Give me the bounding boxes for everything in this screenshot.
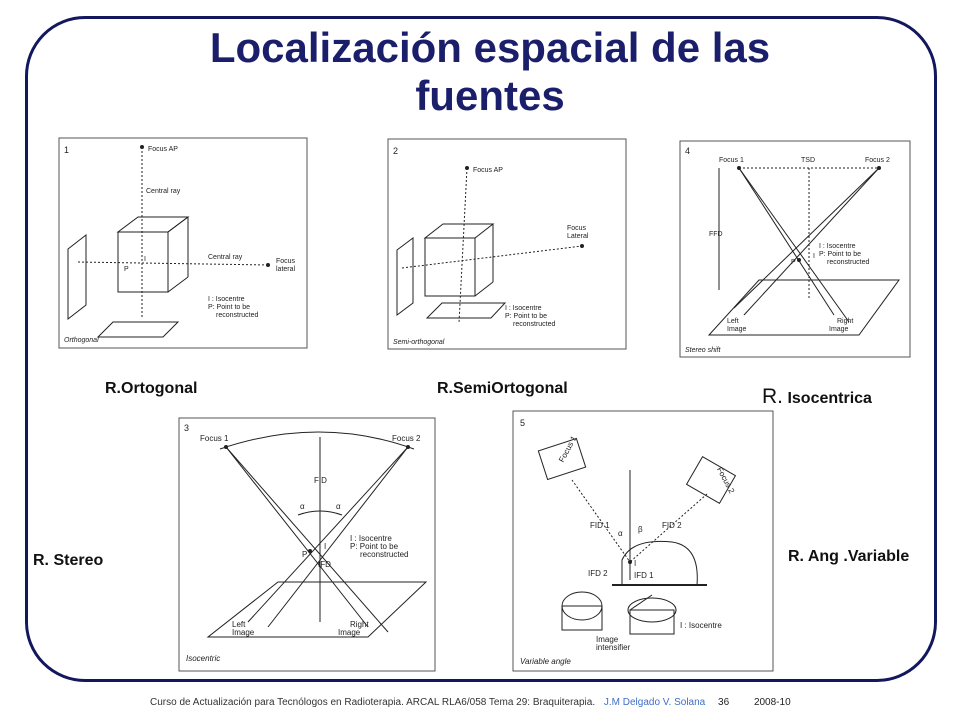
svg-text:Focus: Focus (567, 225, 587, 232)
label-ang-variable: R. Ang .Variable (788, 548, 910, 565)
svg-text:P: P (791, 259, 796, 266)
footer-date: 2008-10 (753, 697, 791, 708)
svg-text:Central ray: Central ray (208, 254, 243, 261)
svg-text:Image: Image (829, 326, 849, 333)
svg-text:IFD: IFD (318, 560, 331, 569)
svg-text:Semi-orthogonal: Semi-orthogonal (393, 339, 445, 346)
svg-text:TSD: TSD (801, 157, 815, 164)
svg-text:I: I (144, 256, 146, 263)
slide-title: Localización espacial de las fuentes (209, 24, 771, 119)
figure-stereo-shift (679, 140, 911, 358)
svg-text:I : Isocentre: I : Isocentre (680, 621, 722, 630)
svg-text:I: I (813, 253, 815, 260)
svg-text:Right: Right (350, 620, 369, 629)
svg-text:reconstructed: reconstructed (827, 259, 870, 266)
svg-text:Focus AP: Focus AP (473, 167, 503, 174)
svg-text:intensifier: intensifier (596, 643, 631, 652)
svg-text:2: 2 (393, 146, 399, 156)
svg-text:Central ray: Central ray (146, 188, 181, 195)
svg-text:α: α (618, 529, 623, 538)
svg-text:Variable angle: Variable angle (520, 657, 571, 666)
svg-text:reconstructed: reconstructed (216, 312, 259, 319)
svg-text:I: I (324, 542, 327, 551)
svg-text:Focus 2: Focus 2 (865, 157, 890, 164)
footer-page-number: 36 (718, 697, 730, 708)
svg-text:IFD 1: IFD 1 (634, 571, 654, 580)
figure-orthogonal (58, 137, 308, 349)
label-isocentrica (762, 385, 872, 409)
svg-text:Stereo shift: Stereo shift (685, 347, 721, 354)
svg-text:I : Isocentre: I : Isocentre (208, 296, 245, 303)
svg-text:4: 4 (685, 146, 691, 156)
svg-text:Focus 2: Focus 2 (392, 434, 421, 443)
svg-text:P: Point to be: P: Point to be (208, 304, 251, 311)
svg-text:5: 5 (520, 418, 526, 428)
svg-text:FID: FID (314, 476, 327, 485)
svg-text:Image: Image (727, 326, 747, 333)
svg-text:FID 2: FID 2 (662, 521, 682, 530)
svg-text:P: P (302, 550, 308, 559)
svg-text:Lateral: Lateral (567, 233, 589, 240)
svg-text:reconstructed: reconstructed (513, 321, 556, 328)
svg-text:IFD 2: IFD 2 (588, 569, 608, 578)
svg-text:Left: Left (232, 620, 246, 629)
svg-text:Focus: Focus (276, 258, 296, 265)
svg-text:P: Point to be: P: Point to be (819, 251, 862, 258)
svg-text:Image: Image (596, 635, 619, 644)
svg-text:Focus AP: Focus AP (148, 146, 178, 153)
svg-text:Right: Right (837, 318, 854, 325)
svg-text:Left: Left (727, 318, 739, 325)
svg-text:Isocentric: Isocentric (186, 654, 221, 663)
figure-number: 1 (64, 145, 70, 155)
label-isocentrica-text: Isocentrica (787, 390, 872, 407)
label-isocentrica-prefix: R. (762, 385, 783, 408)
figure-semi-orthogonal (387, 138, 627, 350)
svg-text:FFD: FFD (709, 231, 723, 238)
svg-text:P: P (124, 266, 129, 273)
svg-text:I : Isocentre: I : Isocentre (505, 305, 542, 312)
svg-text:I: I (634, 559, 637, 568)
footer-author: J.M Delgado V. Solana (603, 697, 706, 708)
figure-variable-angle (512, 410, 774, 672)
footer-course: Curso de Actualización para Tecnólogos en Radioterapia. ARCAL RLA6/058 Tema 29: Braquiterapia. (150, 697, 596, 708)
figure-isocentric (178, 417, 436, 672)
svg-text:I : Isocentre: I : Isocentre (819, 243, 856, 250)
svg-text:Focus 1: Focus 1 (200, 434, 229, 443)
svg-text:Focus 1: Focus 1 (719, 157, 744, 164)
svg-text:P: Point to be: P: Point to be (505, 313, 548, 320)
svg-text:FID 1: FID 1 (590, 521, 610, 530)
svg-text:P: Point to be: P: Point to be (350, 542, 399, 551)
svg-text:I : Isocentre: I : Isocentre (350, 534, 392, 543)
label-stereo: R. Stereo (33, 552, 104, 569)
label-ortogonal: R.Ortogonal (105, 380, 198, 397)
svg-text:Image: Image (338, 628, 361, 637)
svg-text:lateral: lateral (276, 266, 296, 273)
footer (150, 697, 791, 708)
svg-text:Image: Image (232, 628, 255, 637)
svg-text:3: 3 (184, 423, 190, 433)
svg-text:reconstructed: reconstructed (360, 550, 409, 559)
svg-text:β: β (638, 525, 643, 534)
svg-text:α: α (300, 502, 305, 511)
svg-text:Focus 2: Focus 2 (714, 465, 737, 495)
svg-text:α: α (336, 502, 341, 511)
svg-text:Focus 1: Focus 1 (557, 434, 579, 464)
svg-text:Orthogonal: Orthogonal (64, 337, 99, 344)
label-semiortogonal: R.SemiOrtogonal (437, 380, 568, 397)
